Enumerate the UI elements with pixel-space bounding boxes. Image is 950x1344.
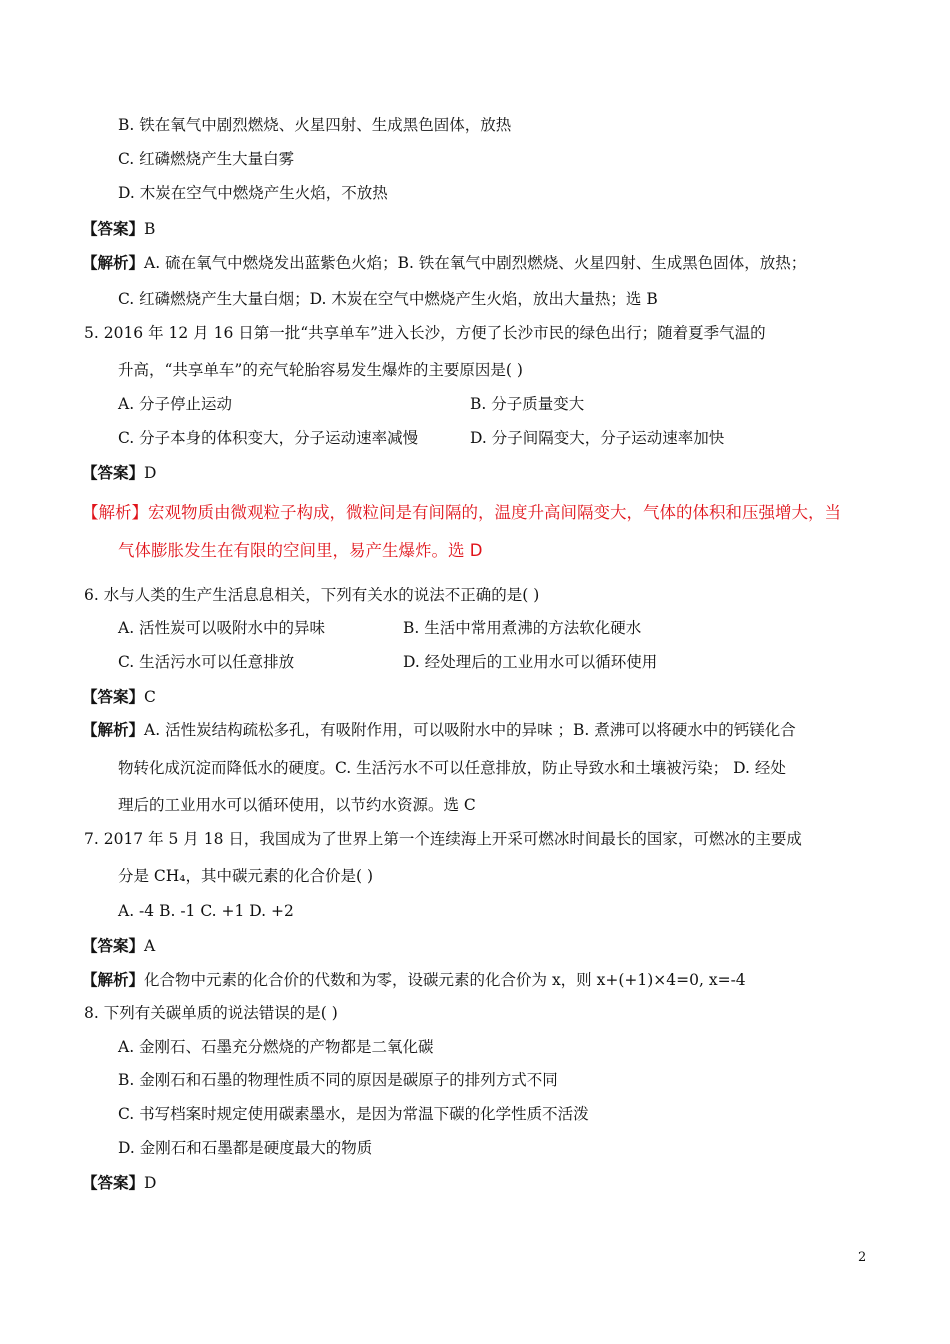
section-label: 【解析】: [82, 970, 145, 989]
text-line: [118, 655, 294, 671]
text-line: [470, 431, 724, 447]
section-label: 【答案】: [82, 936, 145, 955]
section-label: 【答案】: [82, 463, 145, 482]
text-line: [118, 363, 523, 379]
text-line: [84, 588, 539, 604]
text-line: [84, 832, 802, 848]
line-text: A. 金刚石、石墨充分燃烧的产物都是二氧化碳: [118, 1038, 434, 1056]
text-line: [118, 397, 232, 413]
line-text: D. 木炭在空气中燃烧产生火焰，不放热: [118, 184, 388, 202]
line-text: B. 生活中常用煮沸的方法软化硬水: [403, 619, 642, 637]
text-line: [84, 326, 766, 342]
text-line: [118, 186, 388, 202]
text-line: [118, 1141, 372, 1157]
line-text: 理后的工业用水可以循环使用，以节约水资源。选 C: [118, 796, 476, 814]
text-line: [118, 761, 786, 777]
text-line: [403, 655, 657, 671]
text-line: [118, 621, 325, 637]
text-line: [118, 431, 418, 447]
line-text: 气体膨胀发生在有限的空间里，易产生爆炸。选 D: [118, 541, 483, 560]
line-text: A: [144, 937, 156, 955]
section-label: 【解析】: [82, 253, 145, 272]
page-number: 2: [858, 1250, 867, 1265]
text-line: [118, 1107, 589, 1123]
line-text: C. 书写档案时规定使用碳素墨水，是因为常温下碳的化学性质不活泼: [118, 1105, 589, 1123]
line-text: 物转化成沉淀而降低水的硬度。C. 生活污水不可以任意排放，防止导致水和土壤被污染； D. 经处: [118, 759, 786, 777]
line-text: B. 分子质量变大: [470, 395, 585, 413]
line-text: 分是 CH₄，其中碳元素的化合价是( ): [118, 867, 374, 885]
section-label: 【答案】: [82, 1173, 145, 1192]
text-line: [118, 1040, 434, 1056]
line-text: A. 硫在氧气中燃烧发出蓝紫色火焰；B. 铁在氧气中剧烈燃烧、火星四射、生成黑色固体，放热；: [144, 254, 807, 272]
line-text: B. 铁在氧气中剧烈燃烧、火星四射、生成黑色固体，放热: [118, 116, 512, 134]
analysis-line-highlighted: [82, 505, 841, 522]
text-line: [403, 621, 641, 637]
line-text: A. 活性炭可以吸附水中的异味: [118, 619, 326, 637]
section-label: 【解析】: [82, 720, 145, 739]
text-line: [118, 904, 294, 920]
line-text: D: [144, 464, 157, 482]
section-label: 【答案】: [82, 219, 145, 238]
labeled-line: [82, 1175, 156, 1192]
line-text: C: [144, 688, 156, 706]
line-text: C. 生活污水可以任意排放: [118, 653, 295, 671]
line-text: C. 红磷燃烧产生大量白烟；D. 木炭在空气中燃烧产生火焰，放出大量热；选 B: [118, 290, 658, 308]
labeled-line: [82, 465, 156, 482]
line-text: 【解析】宏观物质由微观粒子构成，微粒间是有间隔的，温度升高间隔变大，气体的体积和压强增大，当: [82, 503, 841, 522]
line-text: B: [144, 220, 156, 238]
text-line: [118, 292, 658, 308]
labeled-line: [82, 938, 155, 955]
line-text: 8. 下列有关碳单质的说法错误的是( ): [84, 1004, 338, 1022]
line-text: D. 分子间隔变大，分子运动速率加快: [470, 429, 725, 447]
labeled-line: [82, 689, 156, 706]
line-text: A. 分子停止运动: [118, 395, 233, 413]
labeled-line: [82, 255, 806, 272]
line-text: D. 经处理后的工业用水可以循环使用: [403, 653, 658, 671]
section-label: 【答案】: [82, 687, 145, 706]
line-text: 5. 2016 年 12 月 16 日第一批“共享单车”进入长沙，方便了长沙市民的绿色出行；随着夏季气温的: [84, 324, 766, 342]
line-text: C. 红磷燃烧产生大量白雾: [118, 150, 295, 168]
labeled-line: [82, 722, 796, 739]
line-text: B. 金刚石和石墨的物理性质不同的原因是碳原子的排列方式不同: [118, 1071, 558, 1089]
text-line: [118, 118, 511, 134]
text-line: [470, 397, 584, 413]
text-line: [118, 152, 294, 168]
labeled-line: [82, 972, 746, 989]
text-line: [118, 869, 373, 885]
text-line: [118, 798, 476, 814]
text-line: [84, 1006, 338, 1022]
line-text: 7. 2017 年 5 月 18 日，我国成为了世界上第一个连续海上开采可燃冰时间最长的国家，可燃冰的主要成: [84, 830, 802, 848]
line-text: A. -4 B. -1 C. +1 D. +2: [118, 902, 294, 920]
labeled-line: [82, 221, 155, 238]
line-text: A. 活性炭结构疏松多孔，有吸附作用，可以吸附水中的异味 ；B. 煮沸可以将硬水中的钙镁化合: [144, 721, 796, 739]
line-text: 升高，“共享单车”的充气轮胎容易发生爆炸的主要原因是( ): [118, 361, 523, 379]
line-text: 6. 水与人类的生产生活息息相关，下列有关水的说法不正确的是( ): [84, 586, 540, 604]
line-text: D: [144, 1174, 157, 1192]
line-text: 化合物中元素的化合价的代数和为零，设碳元素的化合价为 x，则 x+(+1)×4=0, x=-4: [144, 971, 746, 989]
line-text: C. 分子本身的体积变大，分子运动速率减慢: [118, 429, 419, 447]
line-text: D. 金刚石和石墨都是硬度最大的物质: [118, 1139, 373, 1157]
text-line: [118, 1073, 558, 1089]
analysis-line-highlighted: [118, 543, 482, 560]
